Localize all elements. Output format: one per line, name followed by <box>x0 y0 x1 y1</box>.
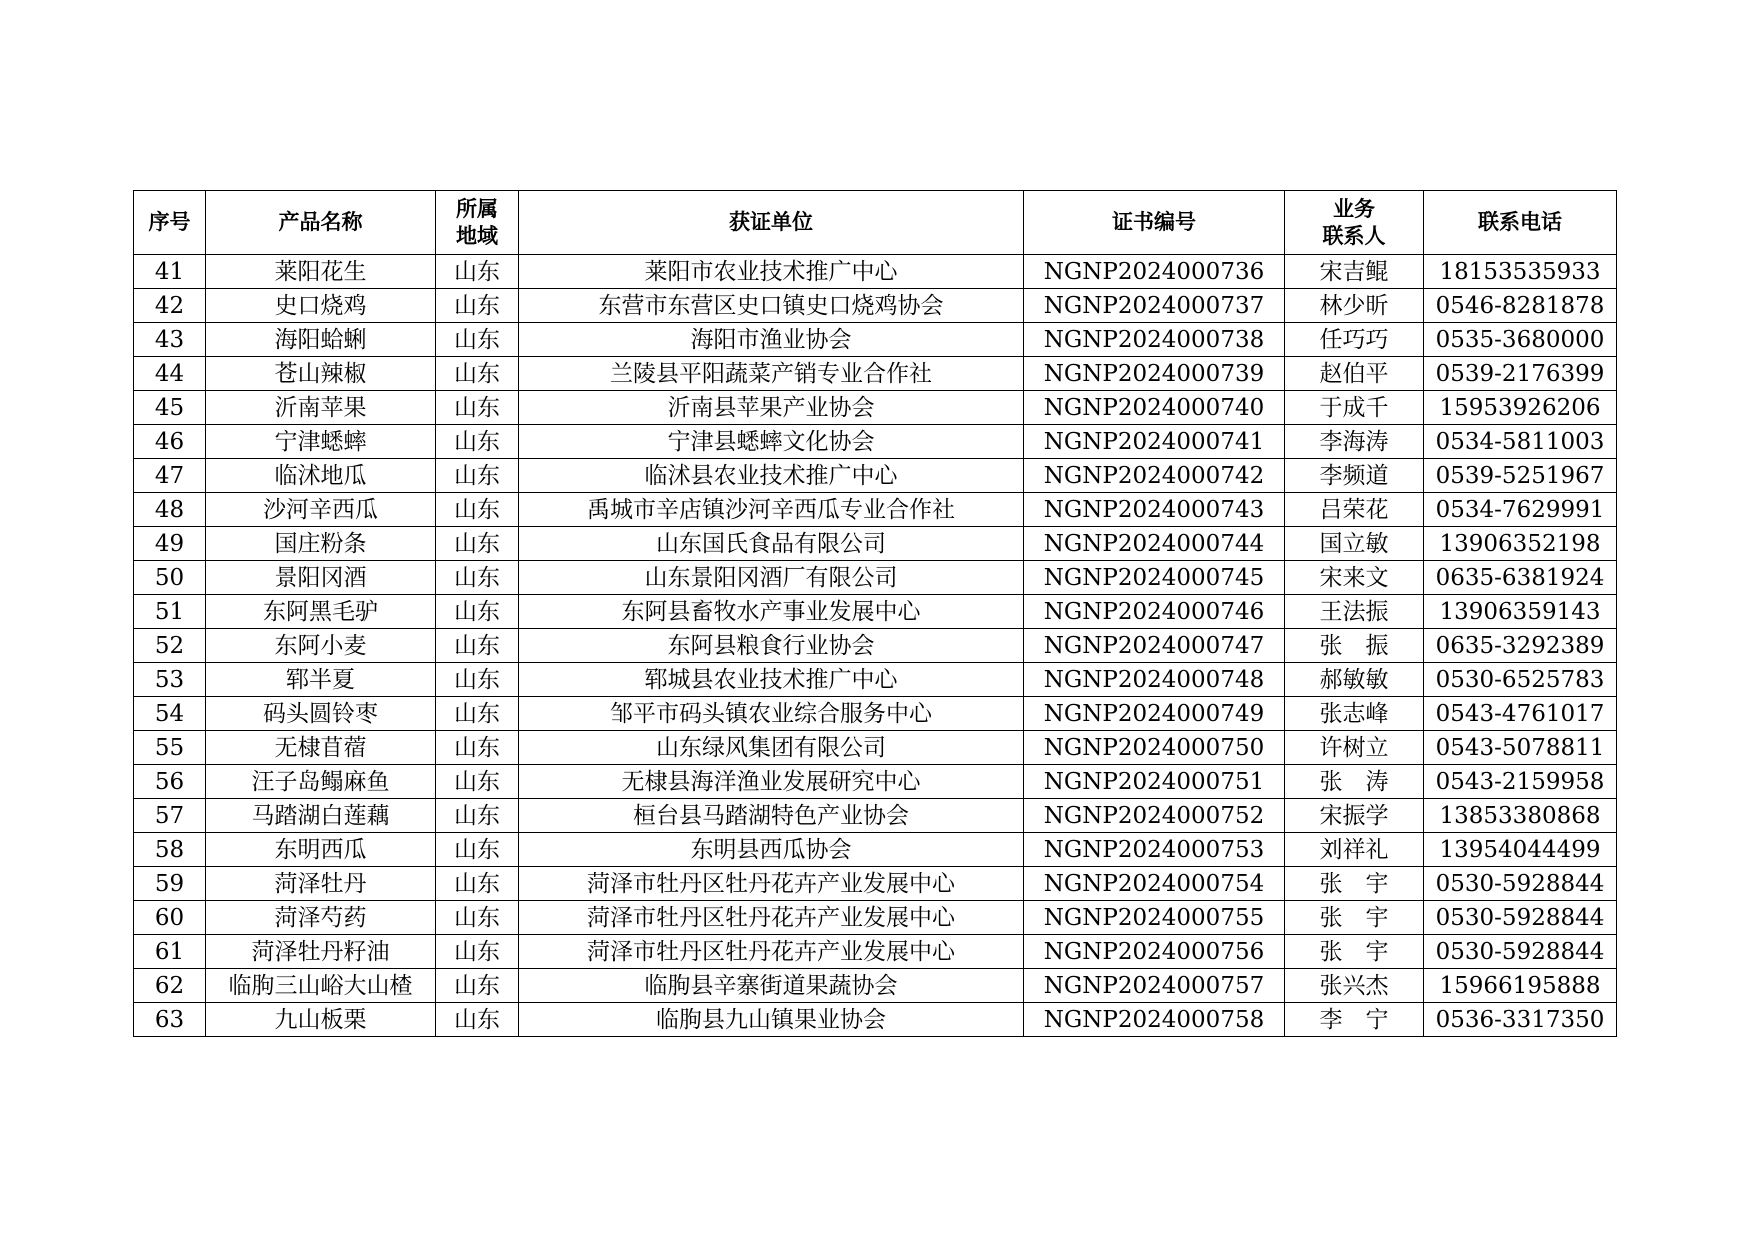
cell-certified-unit: 东营市东营区史口镇史口烧鸡协会 <box>519 289 1024 323</box>
cell-product-name: 景阳冈酒 <box>206 561 436 595</box>
cell-seq: 55 <box>134 731 206 765</box>
cell-product-name: 郓半夏 <box>206 663 436 697</box>
cell-contact: 张 振 <box>1285 629 1424 663</box>
cell-seq: 43 <box>134 323 206 357</box>
cell-product-name: 宁津蟋蟀 <box>206 425 436 459</box>
cell-product-name: 菏泽牡丹籽油 <box>206 935 436 969</box>
cell-contact: 吕荣花 <box>1285 493 1424 527</box>
table-row <box>134 663 1617 697</box>
table-row <box>134 289 1617 323</box>
table-row <box>134 731 1617 765</box>
cell-phone: 0635-3292389 <box>1424 629 1617 663</box>
cell-certified-unit: 桓台县马踏湖特色产业协会 <box>519 799 1024 833</box>
cell-certified-unit: 郓城县农业技术推广中心 <box>519 663 1024 697</box>
cell-phone: 0530-5928844 <box>1424 867 1617 901</box>
cell-phone: 18153535933 <box>1424 255 1617 289</box>
table-row <box>134 323 1617 357</box>
cell-certificate-number: NGNP2024000750 <box>1024 731 1285 765</box>
cell-certified-unit: 沂南县苹果产业协会 <box>519 391 1024 425</box>
cell-phone: 0530-6525783 <box>1424 663 1617 697</box>
cell-seq: 61 <box>134 935 206 969</box>
cell-certified-unit: 东阿县粮食行业协会 <box>519 629 1024 663</box>
table-row <box>134 765 1617 799</box>
cell-phone: 0530-5928844 <box>1424 901 1617 935</box>
cell-seq: 51 <box>134 595 206 629</box>
cell-certificate-number: NGNP2024000743 <box>1024 493 1285 527</box>
cell-product-name: 海阳蛤蜊 <box>206 323 436 357</box>
cell-certificate-number: NGNP2024000754 <box>1024 867 1285 901</box>
cell-seq: 62 <box>134 969 206 1003</box>
cell-seq: 46 <box>134 425 206 459</box>
cell-region: 山东 <box>436 357 519 391</box>
cell-contact: 李频道 <box>1285 459 1424 493</box>
table-row <box>134 493 1617 527</box>
cell-contact: 张志峰 <box>1285 697 1424 731</box>
cell-certified-unit: 无棣县海洋渔业发展研究中心 <box>519 765 1024 799</box>
table-row <box>134 697 1617 731</box>
cell-certified-unit: 禹城市辛店镇沙河辛西瓜专业合作社 <box>519 493 1024 527</box>
cell-seq: 50 <box>134 561 206 595</box>
cell-phone: 15953926206 <box>1424 391 1617 425</box>
cell-product-name: 无棣苜蓿 <box>206 731 436 765</box>
header-contact-line1: 业务 <box>1333 196 1375 221</box>
cell-contact: 赵伯平 <box>1285 357 1424 391</box>
cell-certified-unit: 宁津县蟋蟀文化协会 <box>519 425 1024 459</box>
cell-region: 山东 <box>436 1003 519 1037</box>
cell-phone: 0543-4761017 <box>1424 697 1617 731</box>
cell-phone: 0635-6381924 <box>1424 561 1617 595</box>
header-certified-unit: 获证单位 <box>519 191 1024 255</box>
cell-region: 山东 <box>436 289 519 323</box>
cell-certificate-number: NGNP2024000736 <box>1024 255 1285 289</box>
cell-region: 山东 <box>436 323 519 357</box>
cell-contact: 宋振学 <box>1285 799 1424 833</box>
cell-certified-unit: 邹平市码头镇农业综合服务中心 <box>519 697 1024 731</box>
cell-region: 山东 <box>436 969 519 1003</box>
cell-certified-unit: 兰陵县平阳蔬菜产销专业合作社 <box>519 357 1024 391</box>
cell-phone: 13954044499 <box>1424 833 1617 867</box>
table-header-row <box>134 191 1617 255</box>
cell-region: 山东 <box>436 255 519 289</box>
cell-product-name: 临朐三山峪大山楂 <box>206 969 436 1003</box>
cell-contact: 王法振 <box>1285 595 1424 629</box>
cell-certificate-number: NGNP2024000751 <box>1024 765 1285 799</box>
cell-certificate-number: NGNP2024000748 <box>1024 663 1285 697</box>
cell-product-name: 苍山辣椒 <box>206 357 436 391</box>
cell-region: 山东 <box>436 595 519 629</box>
cell-seq: 53 <box>134 663 206 697</box>
cell-certified-unit: 菏泽市牡丹区牡丹花卉产业发展中心 <box>519 901 1024 935</box>
cell-certificate-number: NGNP2024000752 <box>1024 799 1285 833</box>
header-region-line2: 地域 <box>456 223 498 248</box>
cell-region: 山东 <box>436 629 519 663</box>
cell-region: 山东 <box>436 391 519 425</box>
cell-region: 山东 <box>436 663 519 697</box>
cell-seq: 57 <box>134 799 206 833</box>
table-row <box>134 901 1617 935</box>
cell-certificate-number: NGNP2024000740 <box>1024 391 1285 425</box>
cell-region: 山东 <box>436 697 519 731</box>
cell-certified-unit: 临沭县农业技术推广中心 <box>519 459 1024 493</box>
cell-certificate-number: NGNP2024000747 <box>1024 629 1285 663</box>
cell-product-name: 菏泽芍药 <box>206 901 436 935</box>
cell-certified-unit: 海阳市渔业协会 <box>519 323 1024 357</box>
cell-region: 山东 <box>436 493 519 527</box>
table-row <box>134 527 1617 561</box>
cell-region: 山东 <box>436 425 519 459</box>
cell-region: 山东 <box>436 867 519 901</box>
header-contact <box>1285 191 1424 255</box>
header-product-name: 产品名称 <box>206 191 436 255</box>
cell-phone: 0536-3317350 <box>1424 1003 1617 1037</box>
cell-seq: 44 <box>134 357 206 391</box>
cell-contact: 于成千 <box>1285 391 1424 425</box>
cell-phone: 0539-2176399 <box>1424 357 1617 391</box>
cell-product-name: 莱阳花生 <box>206 255 436 289</box>
cell-phone: 0534-7629991 <box>1424 493 1617 527</box>
cell-product-name: 东阿小麦 <box>206 629 436 663</box>
cell-contact: 张 宇 <box>1285 901 1424 935</box>
cell-certified-unit: 临朐县九山镇果业协会 <box>519 1003 1024 1037</box>
cell-contact: 李海涛 <box>1285 425 1424 459</box>
cell-seq: 49 <box>134 527 206 561</box>
cell-certified-unit: 菏泽市牡丹区牡丹花卉产业发展中心 <box>519 935 1024 969</box>
cell-contact: 宋来文 <box>1285 561 1424 595</box>
cell-contact: 张 宇 <box>1285 935 1424 969</box>
cell-certificate-number: NGNP2024000756 <box>1024 935 1285 969</box>
table-row <box>134 357 1617 391</box>
cell-seq: 56 <box>134 765 206 799</box>
cell-contact: 李 宁 <box>1285 1003 1424 1037</box>
header-seq: 序号 <box>134 191 206 255</box>
cell-contact: 许树立 <box>1285 731 1424 765</box>
cell-certificate-number: NGNP2024000758 <box>1024 1003 1285 1037</box>
cell-seq: 54 <box>134 697 206 731</box>
table-row <box>134 833 1617 867</box>
cell-contact: 林少昕 <box>1285 289 1424 323</box>
cell-region: 山东 <box>436 901 519 935</box>
cell-certified-unit: 东明县西瓜协会 <box>519 833 1024 867</box>
table-body <box>134 255 1617 1037</box>
cell-region: 山东 <box>436 459 519 493</box>
cell-region: 山东 <box>436 765 519 799</box>
table-row <box>134 459 1617 493</box>
header-certificate-number: 证书编号 <box>1024 191 1285 255</box>
cell-contact: 宋吉鲲 <box>1285 255 1424 289</box>
cell-certificate-number: NGNP2024000753 <box>1024 833 1285 867</box>
cell-product-name: 国庄粉条 <box>206 527 436 561</box>
cell-product-name: 临沭地瓜 <box>206 459 436 493</box>
cell-contact: 张 涛 <box>1285 765 1424 799</box>
cell-phone: 0543-5078811 <box>1424 731 1617 765</box>
table-row <box>134 867 1617 901</box>
cell-phone: 0539-5251967 <box>1424 459 1617 493</box>
cell-seq: 60 <box>134 901 206 935</box>
table-row <box>134 969 1617 1003</box>
cell-certificate-number: NGNP2024000741 <box>1024 425 1285 459</box>
cell-phone: 15966195888 <box>1424 969 1617 1003</box>
cell-contact: 张 宇 <box>1285 867 1424 901</box>
cell-phone: 0546-8281878 <box>1424 289 1617 323</box>
cell-region: 山东 <box>436 799 519 833</box>
table-row <box>134 595 1617 629</box>
cell-region: 山东 <box>436 935 519 969</box>
cell-certified-unit: 山东国氏食品有限公司 <box>519 527 1024 561</box>
cell-certified-unit: 东阿县畜牧水产事业发展中心 <box>519 595 1024 629</box>
cell-certificate-number: NGNP2024000755 <box>1024 901 1285 935</box>
cell-certificate-number: NGNP2024000745 <box>1024 561 1285 595</box>
cell-seq: 52 <box>134 629 206 663</box>
cell-certificate-number: NGNP2024000742 <box>1024 459 1285 493</box>
cell-product-name: 码头圆铃枣 <box>206 697 436 731</box>
cell-certified-unit: 莱阳市农业技术推广中心 <box>519 255 1024 289</box>
table-row <box>134 629 1617 663</box>
cell-contact: 刘祥礼 <box>1285 833 1424 867</box>
cell-contact: 任巧巧 <box>1285 323 1424 357</box>
cell-certificate-number: NGNP2024000737 <box>1024 289 1285 323</box>
cell-product-name: 东阿黑毛驴 <box>206 595 436 629</box>
header-contact-line2: 联系人 <box>1322 223 1386 248</box>
cell-phone: 0534-5811003 <box>1424 425 1617 459</box>
cell-seq: 59 <box>134 867 206 901</box>
cell-certified-unit: 临朐县辛寨街道果蔬协会 <box>519 969 1024 1003</box>
cell-seq: 45 <box>134 391 206 425</box>
cell-seq: 42 <box>134 289 206 323</box>
cell-certificate-number: NGNP2024000757 <box>1024 969 1285 1003</box>
table-row <box>134 1003 1617 1037</box>
cell-seq: 58 <box>134 833 206 867</box>
cell-product-name: 菏泽牡丹 <box>206 867 436 901</box>
cell-region: 山东 <box>436 527 519 561</box>
header-phone: 联系电话 <box>1424 191 1617 255</box>
cell-seq: 47 <box>134 459 206 493</box>
table-row <box>134 391 1617 425</box>
cell-certificate-number: NGNP2024000739 <box>1024 357 1285 391</box>
cell-contact: 郝敏敏 <box>1285 663 1424 697</box>
cell-seq: 41 <box>134 255 206 289</box>
cell-product-name: 史口烧鸡 <box>206 289 436 323</box>
table-row <box>134 561 1617 595</box>
header-region-line1: 所属 <box>456 196 498 221</box>
cell-certificate-number: NGNP2024000738 <box>1024 323 1285 357</box>
cell-phone: 13906352198 <box>1424 527 1617 561</box>
cell-certificate-number: NGNP2024000749 <box>1024 697 1285 731</box>
cell-region: 山东 <box>436 561 519 595</box>
table-row <box>134 425 1617 459</box>
table-row <box>134 935 1617 969</box>
cell-contact: 国立敏 <box>1285 527 1424 561</box>
cell-phone: 0535-3680000 <box>1424 323 1617 357</box>
cell-product-name: 沙河辛西瓜 <box>206 493 436 527</box>
cell-seq: 63 <box>134 1003 206 1037</box>
cell-seq: 48 <box>134 493 206 527</box>
cell-product-name: 沂南苹果 <box>206 391 436 425</box>
cell-certified-unit: 山东景阳冈酒厂有限公司 <box>519 561 1024 595</box>
cell-certified-unit: 山东绿风集团有限公司 <box>519 731 1024 765</box>
cell-product-name: 九山板栗 <box>206 1003 436 1037</box>
cell-certified-unit: 菏泽市牡丹区牡丹花卉产业发展中心 <box>519 867 1024 901</box>
cell-contact: 张兴杰 <box>1285 969 1424 1003</box>
table-row <box>134 799 1617 833</box>
cell-product-name: 马踏湖白莲藕 <box>206 799 436 833</box>
cell-phone: 0530-5928844 <box>1424 935 1617 969</box>
cell-region: 山东 <box>436 731 519 765</box>
cell-phone: 0543-2159958 <box>1424 765 1617 799</box>
table-row <box>134 255 1617 289</box>
cell-product-name: 汪子岛鳎麻鱼 <box>206 765 436 799</box>
cell-region: 山东 <box>436 833 519 867</box>
cell-product-name: 东明西瓜 <box>206 833 436 867</box>
cell-phone: 13853380868 <box>1424 799 1617 833</box>
header-region <box>436 191 519 255</box>
cell-phone: 13906359143 <box>1424 595 1617 629</box>
cell-certificate-number: NGNP2024000744 <box>1024 527 1285 561</box>
cell-certificate-number: NGNP2024000746 <box>1024 595 1285 629</box>
certificate-table <box>133 190 1617 1037</box>
